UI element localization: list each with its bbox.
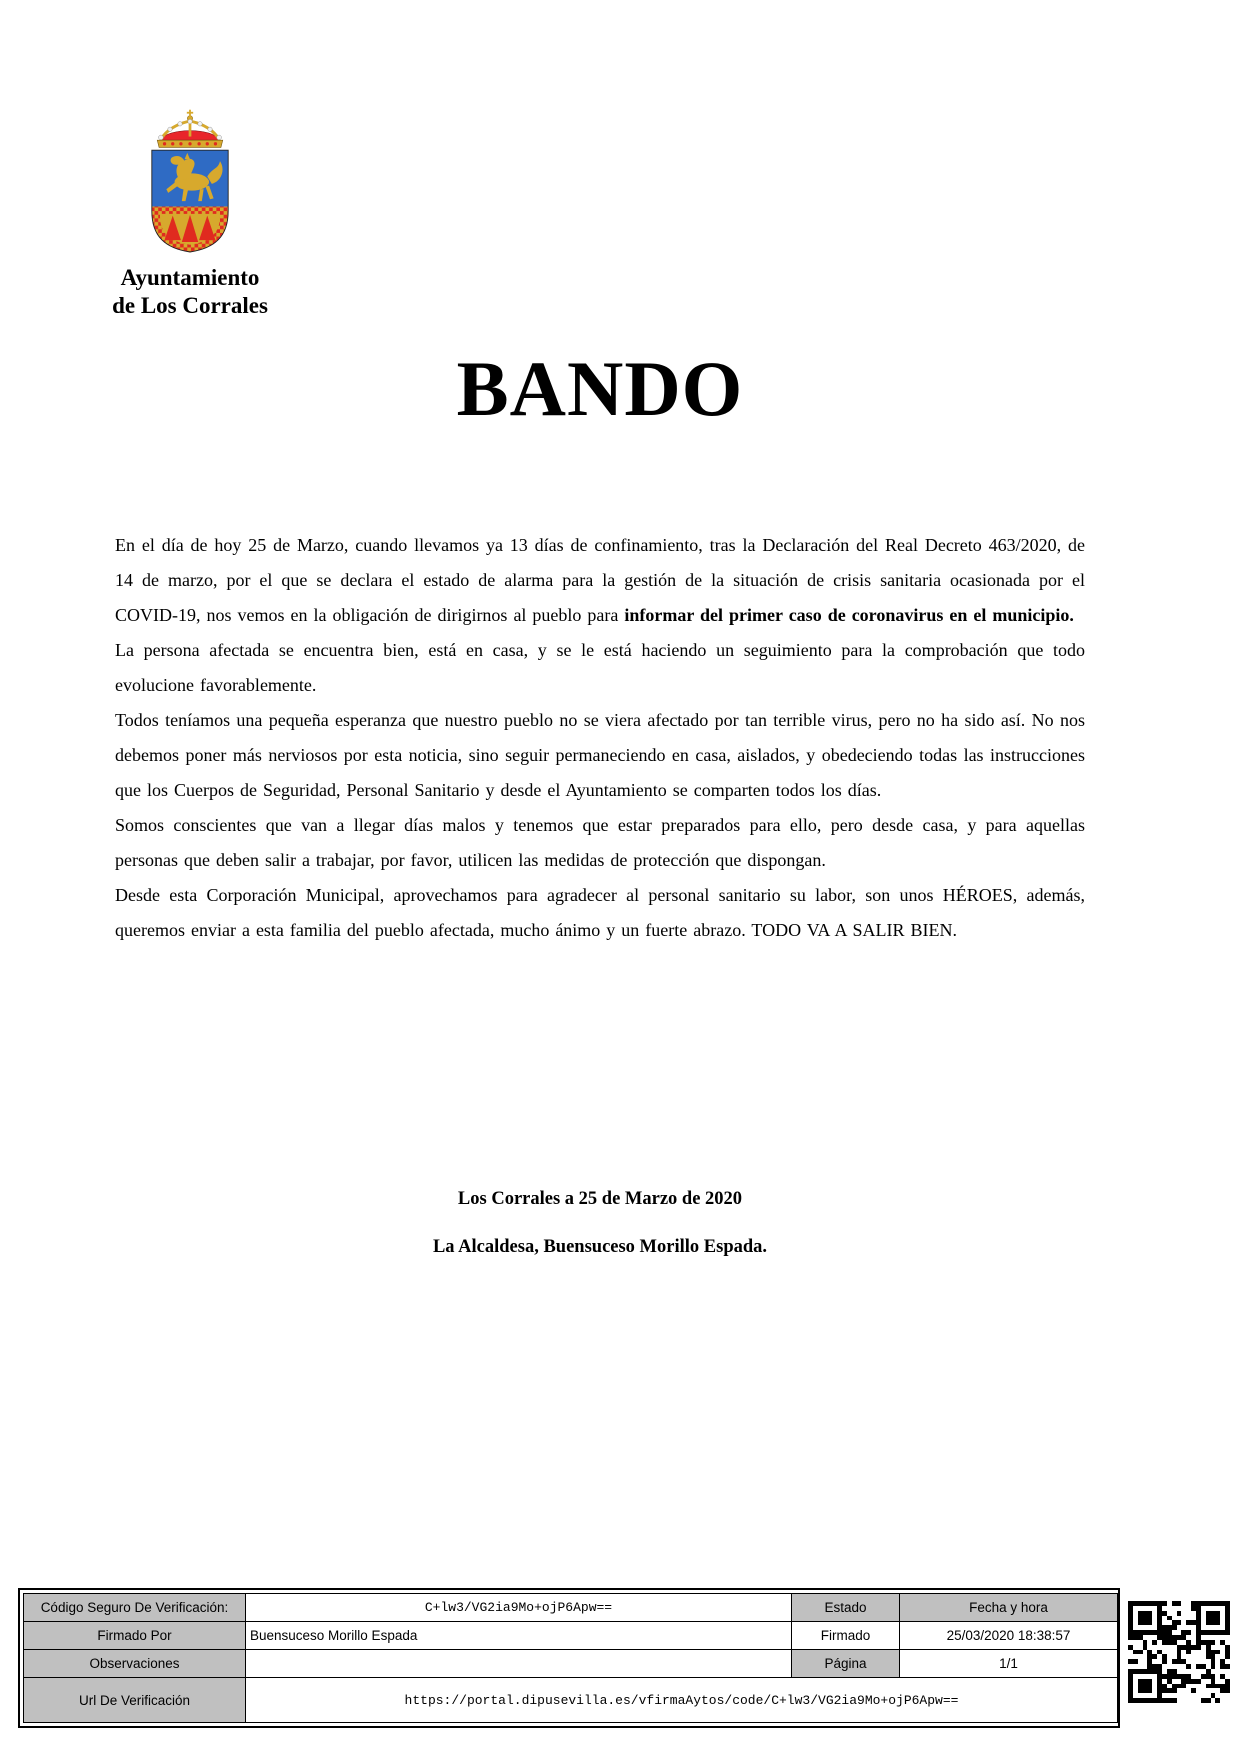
- url-label: Url De Verificación: [24, 1678, 246, 1723]
- crown-icon: [157, 110, 222, 148]
- paragraph: Somos conscientes que van a llegar días malos y tenemos que estar preparados para ello, pero desde casa, y para aquellas personas que deben salir a trabajar, por favor, utilicen las medidas de protección que dispongan.: [115, 815, 1085, 870]
- paragraph: Todos teníamos una pequeña esperanza que nuestro pueblo no se viera afectado por tan terrible virus, pero no ha sido así. No nos debemos poner más nerviosos por esta noticia, sino seguir permaneciendo en casa, aislados, y obedeciendo todas las instrucciones que los Cuerpos de Seguridad, Personal Sanitario y desde el Ayuntamiento se comparten todos los días.: [115, 710, 1085, 800]
- estado-header: Estado: [792, 1594, 900, 1622]
- intro-bold-text: informar del primer caso de coronavirus en el municipio.: [624, 605, 1074, 625]
- fecha-header: Fecha y hora: [900, 1594, 1118, 1622]
- qr-code-icon: [1128, 1601, 1230, 1703]
- shield-icon: [152, 150, 228, 252]
- signature-place-date: Los Corrales a 25 de Marzo de 2020: [457, 1189, 743, 1209]
- signature-block: [115, 1175, 1085, 1271]
- org-name-line2: de Los Corrales: [112, 293, 268, 318]
- observaciones-label: Observaciones: [24, 1650, 246, 1678]
- verification-table-container: [18, 1588, 1120, 1728]
- csv-label: Código Seguro De Verificación:: [24, 1594, 246, 1622]
- paragraph: La persona afectada se encuentra bien, está en casa, y se le está haciendo un seguimiento para la comprobación que todo evolucione favorablemente.: [115, 640, 1085, 695]
- table-row: [24, 1678, 1118, 1723]
- pagina-value: 1/1: [900, 1650, 1118, 1678]
- firmado-por-value: Buensuceso Morillo Espada: [246, 1622, 792, 1650]
- organization-name: [75, 264, 305, 320]
- table-row: [24, 1594, 1118, 1622]
- coat-of-arms-icon: [140, 108, 240, 256]
- org-name-line1: Ayuntamiento: [120, 265, 260, 290]
- csv-value: C+lw3/VG2ia9Mo+ojP6Apw==: [246, 1594, 792, 1622]
- paragraph-intro: [115, 528, 1085, 633]
- firmado-por-label: Firmado Por: [24, 1622, 246, 1650]
- estado-value: Firmado: [792, 1622, 900, 1650]
- fecha-value: 25/03/2020 18:38:57: [900, 1622, 1118, 1650]
- table-row: [24, 1622, 1118, 1650]
- paragraph: Desde esta Corporación Municipal, aprovechamos para agradecer al personal sanitario su labor, son unos HÉROES, además, queremos enviar a esta familia del pueblo afectada, mucho ánimo y un fuerte abrazo. TODO VA A SALIR BIEN.: [115, 885, 1085, 940]
- intro-normal-text: En el día de hoy 25 de Marzo, cuando llevamos ya 13 días de confinamiento, tras la Declaración del Real Decreto 463/2020, de 14 de marzo, por el que se declara el estado de alarma para la gestión de la situación de crisis sanitaria ocasionada por el COVID-19, nos vemos en la obligación de dirigirnos al pueblo para: [115, 535, 1085, 625]
- document-body: [115, 528, 1085, 948]
- table-row: [24, 1650, 1118, 1678]
- signature-signer: La Alcaldesa, Buensuceso Morillo Espada.: [432, 1237, 768, 1257]
- pagina-label: Página: [792, 1650, 900, 1678]
- page-title: BANDO: [456, 345, 744, 432]
- observaciones-value: [246, 1650, 792, 1678]
- url-value: https://portal.dipusevilla.es/vfirmaAytos/code/C+lw3/VG2ia9Mo+ojP6Apw==: [246, 1678, 1118, 1723]
- verification-table: [23, 1593, 1118, 1723]
